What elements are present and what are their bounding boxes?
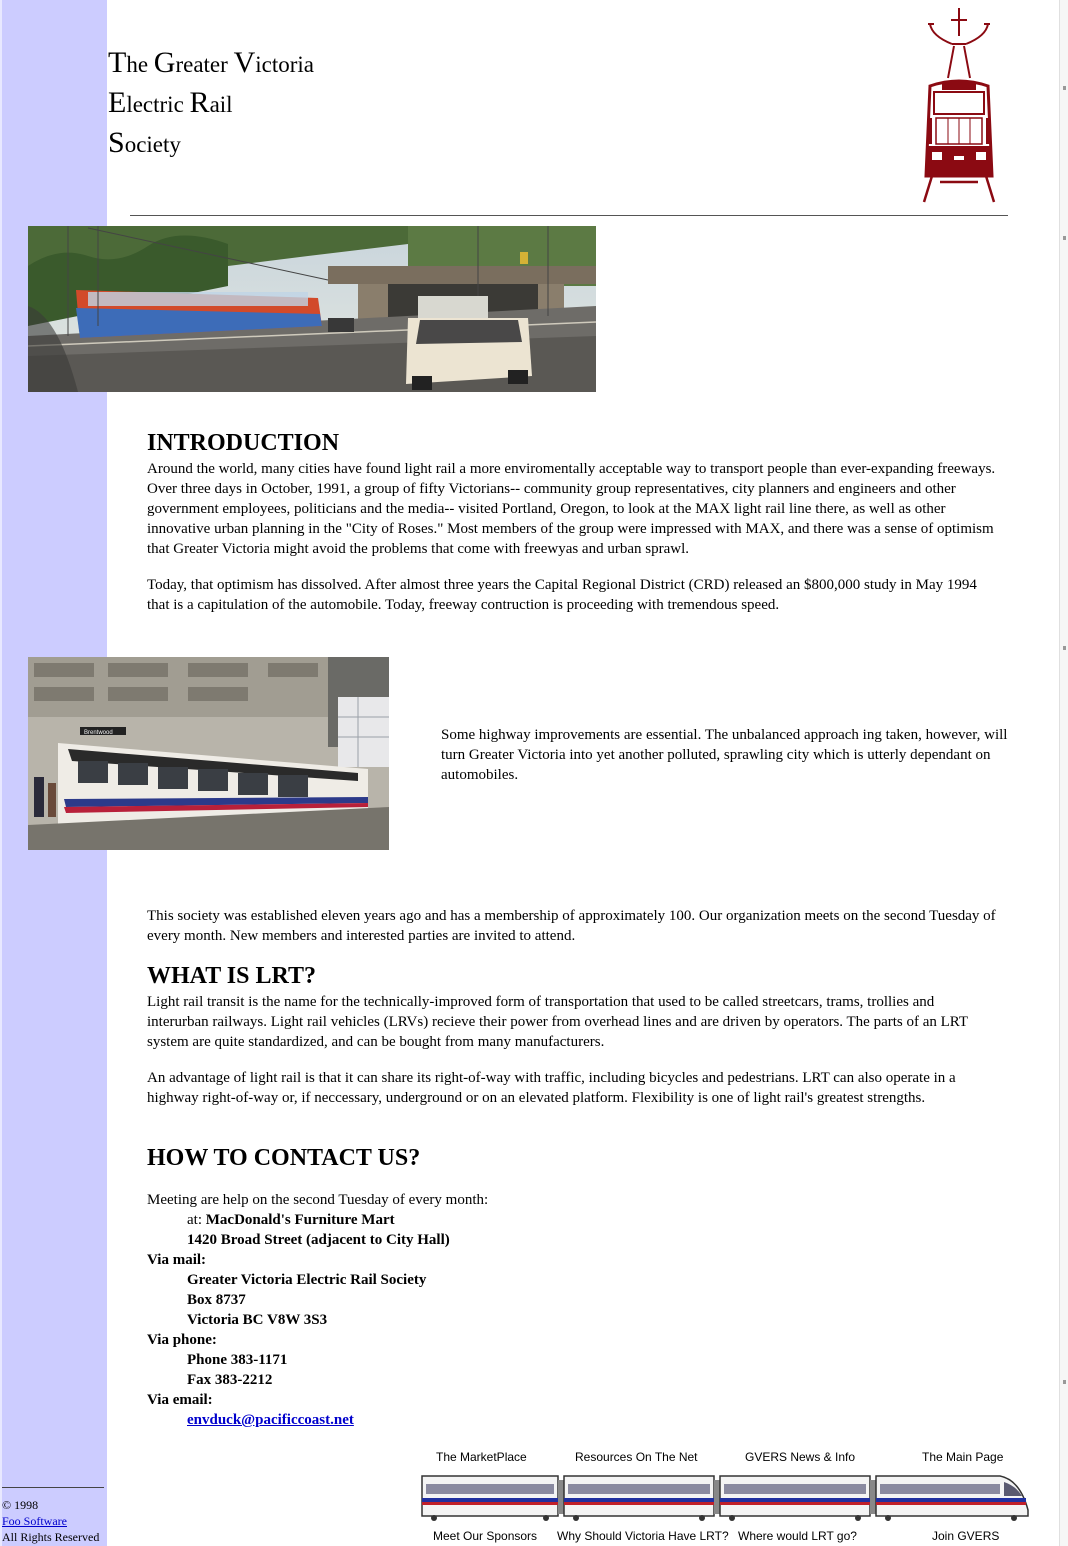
nav-sponsors[interactable]: Meet Our Sponsors (433, 1529, 538, 1543)
scrollbar[interactable] (1059, 0, 1068, 1546)
email-link[interactable]: envduck@pacificcoast.net (187, 1412, 354, 1428)
lrt-heading: WHAT IS LRT? (147, 963, 316, 989)
tram-destination-sign: Brentwood (84, 730, 113, 736)
nav-main-page[interactable]: The Main Page (922, 1450, 1004, 1464)
sidebar-edge (0, 0, 2, 1546)
footer-copyright: © 1998 (2, 1498, 39, 1512)
nav-resources[interactable]: Resources On The Net (575, 1450, 698, 1464)
meeting-venue: at: MacDonald's Furniture Mart (187, 1212, 395, 1228)
intro-body (147, 459, 997, 615)
phone-label: Via phone: (147, 1332, 217, 1348)
nav-why-lrt[interactable]: Why Should Victoria Have LRT? (557, 1529, 729, 1543)
intro-paragraph-1: Around the world, many cities have found light rail a more enviromentally acceptable way to transport people than ever-expanding freeways. Over three days in October, 1991, a group of fifty Victorians-- community group representatives, city planners and engineers and other government employees, politicians and the media-- visited Portland, Oregon, to look at the MAX light rail line there, as well as other innovative urban planning in the "City of Roses." Most members of the group were impressed with MAX, and there was a sense of optimism that Greater Victoria might avoid the problems that come with freewyas and urban sprawl. (147, 461, 996, 557)
train-car-2[interactable] (564, 1476, 714, 1516)
site-title-line-2: Electric Rail (108, 86, 233, 119)
society-paragraph: This society was established eleven years ago and has a membership of approximately 100. Our organization meets on the second Tuesday of every month. New members and interested parties are invited to attend. (147, 908, 996, 944)
phone-number: Phone 383-1171 (187, 1352, 288, 1368)
contact-details (147, 1190, 488, 1430)
mail-label: Via mail: (147, 1252, 207, 1268)
header-divider (130, 215, 1008, 216)
society-body (147, 906, 997, 946)
contact-heading: HOW TO CONTACT US? (147, 1145, 421, 1171)
nav-news-info[interactable]: GVERS News & Info (745, 1450, 856, 1464)
mail-line-1: Greater Victoria Electric Rail Society (187, 1272, 427, 1288)
intro-heading: INTRODUCTION (147, 430, 340, 456)
mail-line-2: Box 8737 (187, 1292, 246, 1308)
email-row (147, 1410, 488, 1430)
highway-paragraph: Some highway improvements are essential. The unbalanced approach ing taken, however, will turn Greater Victoria into yet another polluted, sprawling city which is utterly dependant on automobiles. (441, 727, 1008, 783)
train-car-4[interactable] (876, 1476, 1028, 1516)
email-label: Via email: (147, 1392, 213, 1408)
footer (2, 1497, 99, 1545)
site-title-line-3: Society (108, 126, 181, 159)
nav-where-lrt[interactable]: Where would LRT go? (738, 1529, 857, 1543)
nav-marketplace[interactable]: The MarketPlace (436, 1450, 527, 1464)
footer-company-link[interactable]: Foo Software (2, 1514, 67, 1528)
streetcar-logo-icon (918, 6, 1000, 206)
site-title-line-1: The Greater Victoria (108, 46, 314, 79)
nav-join[interactable]: Join GVERS (932, 1529, 1000, 1543)
lrt-paragraph-2: An advantage of light rail is that it can share its right-of-way with traffic, including bicycles and pedestrians. LRT can also operate in a highway right-of-way or, if neccessary, underground or on an elevated platform. Flexibility is one of light rail's greatest strengths. (147, 1070, 956, 1106)
footer-divider (2, 1487, 104, 1488)
meeting-address: 1420 Broad Street (adjacent to City Hall) (187, 1232, 450, 1248)
highway-lrt-photo (28, 226, 596, 392)
meeting-intro: Meeting are help on the second Tuesday of every month: (147, 1192, 489, 1208)
site-title (108, 44, 314, 164)
lrt-paragraph-1: Light rail transit is the name for the technically-improved form of transportation that used to be called streetcars, trams, trollies and interurban railways. Light rail vehicles (LRVs) recieve their power from overhead lines and are driven by operators. The parts of an LRT system are quite standardized, and can be bought from many manufacturers. (147, 994, 968, 1050)
train-car-3[interactable] (720, 1476, 870, 1516)
street-lrt-photo (28, 657, 389, 850)
footer-rights: All Rights Reserved (2, 1530, 100, 1544)
mail-line-3: Victoria BC V8W 3S3 (187, 1312, 328, 1328)
fax-number: Fax 383-2212 (187, 1372, 273, 1388)
train-car-1[interactable] (422, 1476, 558, 1516)
train-nav-image[interactable] (420, 1470, 1032, 1522)
lrt-body (147, 992, 997, 1108)
intro-paragraph-2: Today, that optimism has dissolved. After almost three years the Capital Regional District (CRD) released an $800,000 study in May 1994 that is a capitulation of the automobile. Today, freeway contruction is proceeding with tremendous speed. (147, 577, 977, 613)
